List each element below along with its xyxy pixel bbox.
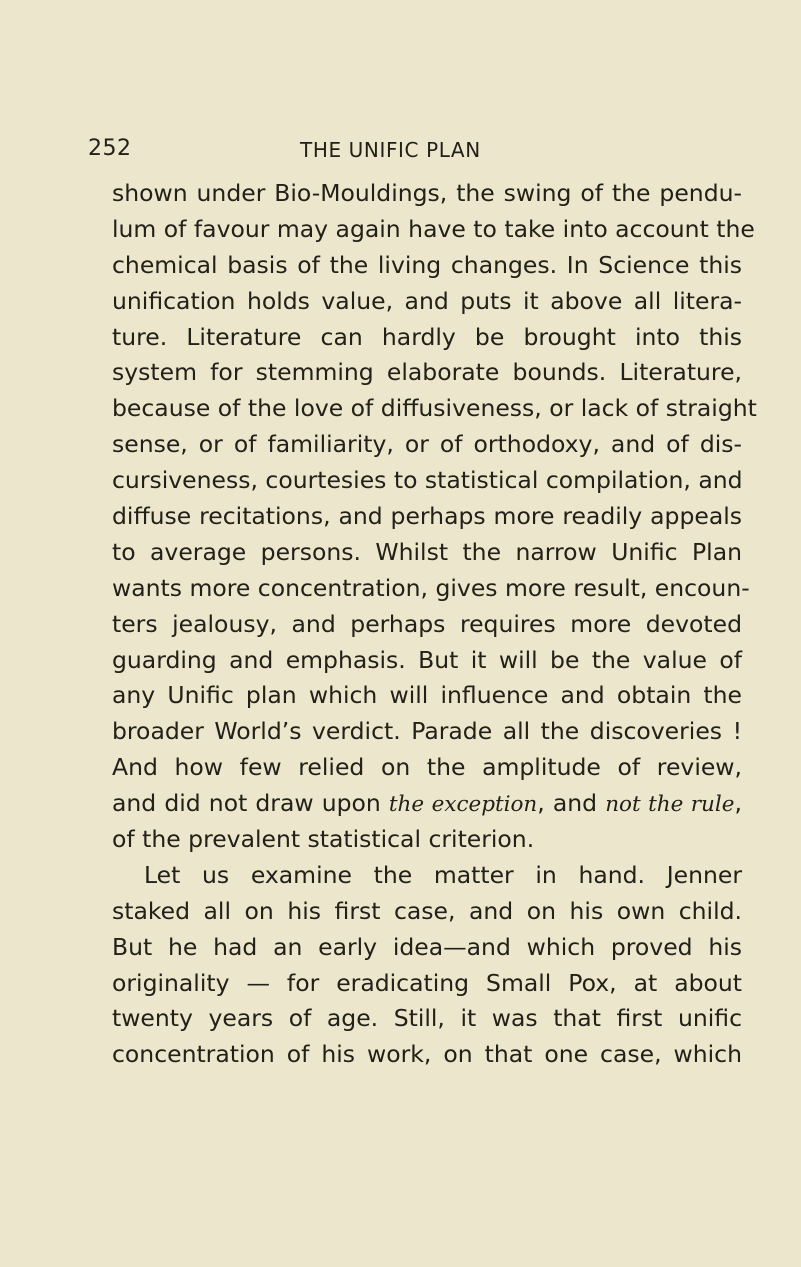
body-text	[112, 176, 757, 1073]
text-line: any Unific plan which will influence and obtain the	[112, 681, 742, 710]
text-line: staked all on his first case, and on his own child.	[112, 896, 742, 925]
page-header	[0, 136, 801, 166]
italic-phrase: the exception	[388, 792, 538, 818]
text-line: wants more concentration, gives more result, encoun-	[112, 573, 750, 602]
paragraph-end-line: of the prevalent statistical criterion.	[112, 825, 535, 854]
page-number: 252	[88, 136, 132, 161]
text-fragment: , and	[537, 789, 606, 818]
text-line: because of the love of diffusiveness, or lack of straight	[112, 394, 757, 423]
text-line: to average persons. Whilst the narrow Unific Plan	[112, 537, 742, 566]
text-line: shown under Bio-Mouldings, the swing of the pendu-	[112, 179, 742, 207]
text-line: originality — for eradicating Small Pox, at about	[112, 968, 742, 997]
text-fragment: and did not draw upon	[112, 789, 389, 818]
text-fragment: ,	[734, 789, 742, 818]
text-line: lum of favour may again have to take into account the	[112, 214, 755, 243]
text-line: And how few relied on the amplitude of review,	[112, 753, 742, 782]
text-line: guarding and emphasis. But it will be the value of	[112, 645, 742, 674]
text-line: cursiveness, courtesies to statistical compilation, and	[112, 466, 743, 495]
text-line: diffuse recitations, and perhaps more readily appeals	[112, 502, 742, 531]
text-line: sense, or of familiarity, or of orthodoxy, and of dis-	[112, 430, 742, 459]
text-line: But he had an early idea—and which proved his	[112, 932, 742, 961]
text-line: broader World’s verdict. Parade all the discoveries !	[112, 717, 742, 746]
text-line: concentration of his work, on that one case, which	[112, 1040, 742, 1069]
italic-phrase: not the rule	[605, 792, 735, 818]
text-line: chemical basis of the living changes. In Science this	[112, 250, 742, 279]
text-line: ters jealousy, and perhaps requires more devoted	[112, 609, 742, 638]
text-line: unification holds value, and puts it above all litera-	[112, 286, 742, 315]
text-line: ture. Literature can hardly be brought into this	[112, 322, 742, 351]
text-line-with-italics	[112, 786, 742, 822]
running-title: THE UNIFIC PLAN	[300, 138, 481, 162]
text-line: twenty years of age. Still, it was that first unific	[112, 1004, 742, 1033]
text-line: system for stemming elaborate bounds. Literature,	[112, 358, 742, 387]
paragraph-start-line: Let us examine the matter in hand. Jenner	[144, 860, 742, 889]
